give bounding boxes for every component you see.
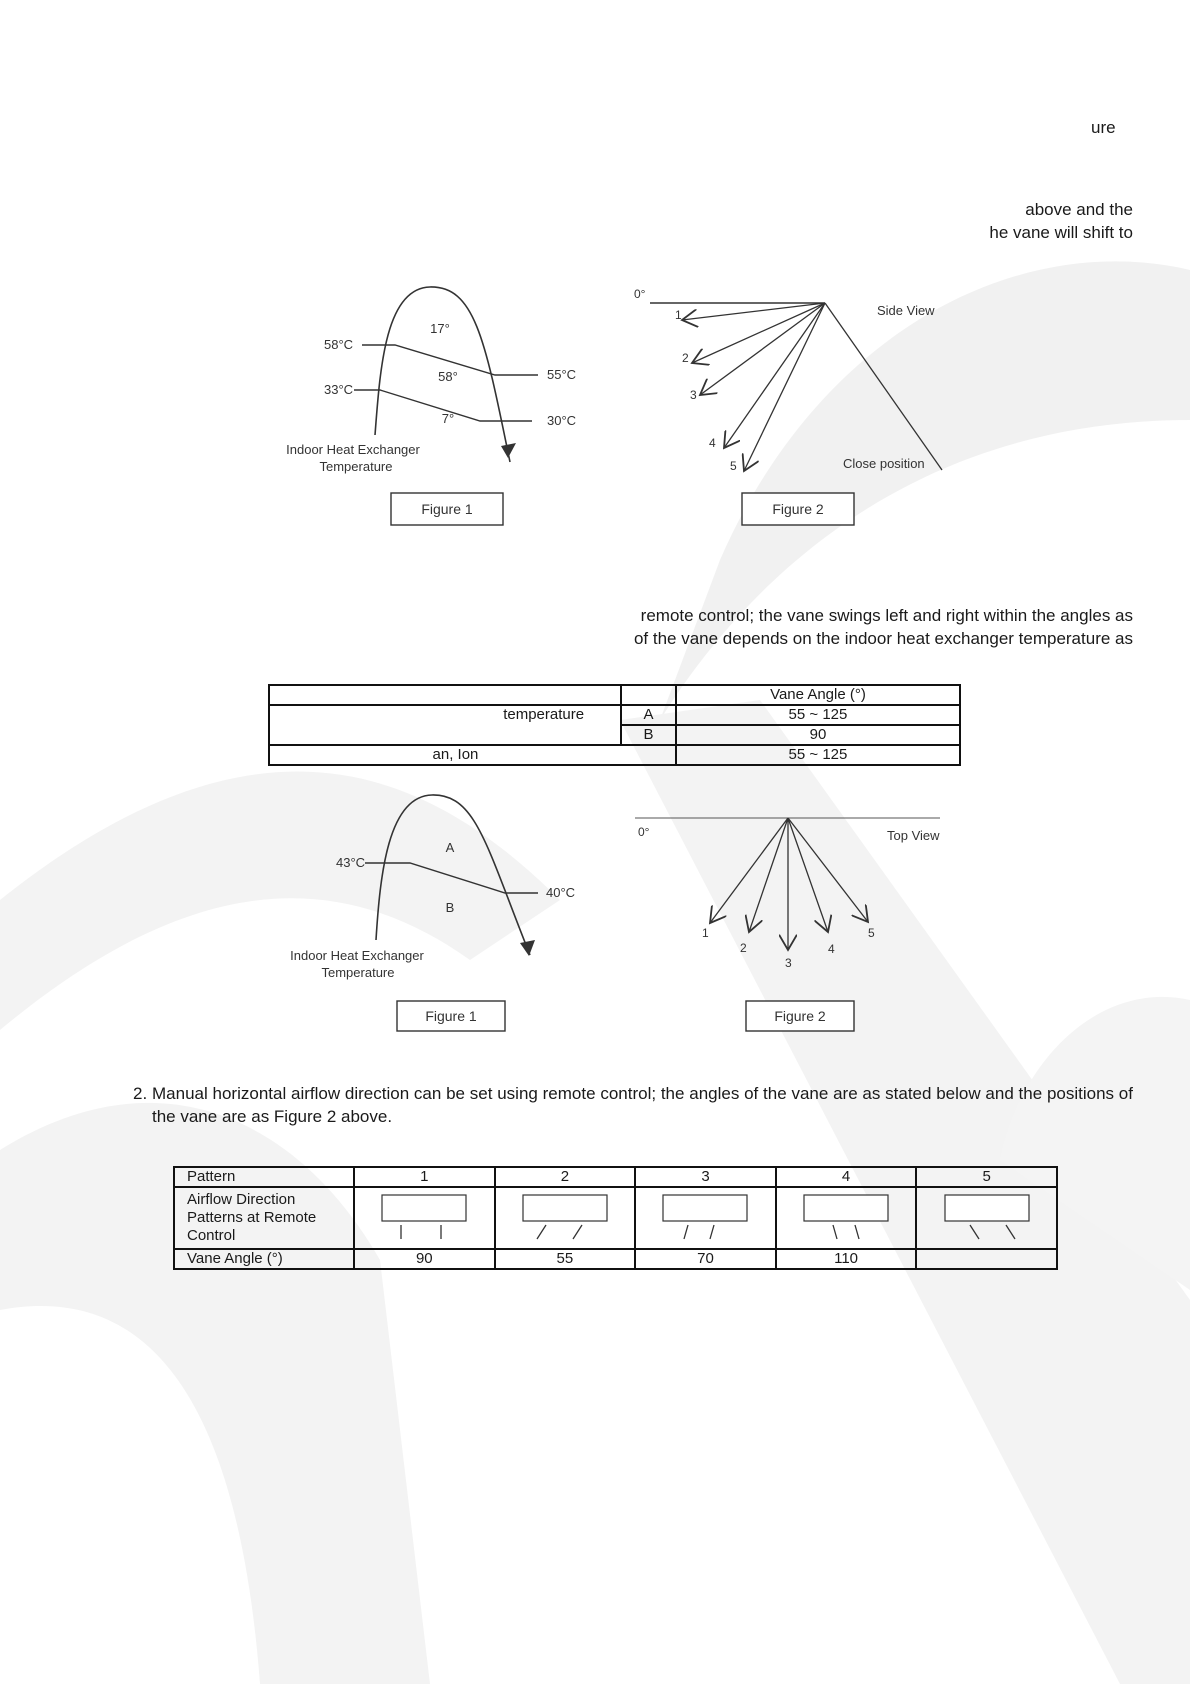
direction-label-4: 4 (828, 942, 835, 956)
position-label-1: 1 (675, 308, 682, 322)
pattern-5: 5 (916, 1167, 1057, 1187)
side-view-label: Side View (877, 303, 935, 318)
position-label-2: 2 (682, 351, 689, 365)
airflow-pattern-4-icon (801, 1191, 891, 1241)
figure-title: Figure 2 (772, 501, 824, 517)
position-label-5: 5 (730, 459, 737, 473)
vane-angle-header: Vane Angle (°) (676, 685, 960, 705)
vane-angle-label: Vane Angle (°) (174, 1249, 354, 1269)
figure1-bottom-diagram (280, 785, 580, 1035)
row-value-a: 55 ~ 125 (676, 705, 960, 725)
figure1-top-diagram (280, 280, 580, 530)
pattern-icon-cell-5 (916, 1187, 1057, 1249)
caption-line-1: Indoor Heat Exchanger (286, 442, 420, 457)
right-temp-label: 40°C (546, 885, 576, 900)
right-low-label: 30°C (547, 413, 577, 428)
direction-label-3: 3 (785, 956, 792, 970)
pattern-3: 3 (635, 1167, 776, 1187)
vane-position-4 (724, 303, 825, 448)
vane-direction-4 (788, 818, 828, 932)
pattern-2: 2 (495, 1167, 636, 1187)
left-temp-label: 43°C (336, 855, 366, 870)
vane-direction-1 (710, 818, 788, 923)
caption-line-2: Temperature (319, 459, 393, 474)
row-value-b: 90 (676, 725, 960, 745)
position-label-4: 4 (709, 436, 716, 450)
mid-text-line-1: remote control; the vane swings left and right within the angles as (640, 606, 1133, 625)
close-position-line (825, 303, 942, 470)
threshold-line (365, 863, 538, 893)
figure-title: Figure 1 (425, 1008, 477, 1024)
intro-line-1: above and the (1025, 200, 1133, 219)
heat-curve (376, 795, 530, 955)
zero-label: 0° (634, 287, 646, 301)
direction-label-2: 2 (740, 941, 747, 955)
airflow-direction-label: Airflow Direction Patterns at Remote Control (174, 1187, 354, 1249)
row-label-temperature: temperature (269, 705, 621, 745)
left-low-label: 33°C (324, 382, 354, 397)
pattern-label: Pattern (174, 1167, 354, 1187)
pattern-1: 1 (354, 1167, 495, 1187)
paragraph-2 (133, 1082, 1133, 1128)
caption-line-1: Indoor Heat Exchanger (290, 948, 424, 963)
pattern-icon-cell-4 (776, 1187, 917, 1249)
direction-label-5: 5 (868, 926, 875, 940)
airflow-pattern-2-icon (520, 1191, 610, 1241)
vane-position-2 (692, 303, 825, 363)
figure2-top-side-view (620, 280, 950, 530)
airflow-pattern-5-icon (942, 1191, 1032, 1241)
zero-label: 0° (638, 825, 650, 839)
arch-top-label: 17° (430, 321, 450, 336)
left-high-label: 58°C (324, 337, 354, 352)
intro-line-2: he vane will shift to (989, 223, 1133, 242)
pattern-4: 4 (776, 1167, 917, 1187)
row-label-fan-ion: an, Ion (269, 745, 676, 765)
figure2-bottom-top-view (620, 785, 950, 1035)
mid-text-line-2: of the vane depends on the indoor heat exchanger temperature as (633, 629, 1133, 648)
vane-angle-5 (916, 1249, 1057, 1269)
vane-angle-1: 90 (354, 1249, 495, 1269)
airflow-pattern-3-icon (660, 1191, 750, 1241)
pattern-icon-cell-3 (635, 1187, 776, 1249)
top-view-label: Top View (887, 828, 940, 843)
row-key-a: A (621, 705, 676, 725)
vane-direction-2 (749, 818, 788, 932)
close-position-label: Close position (843, 456, 925, 471)
zone-b-label: B (445, 900, 455, 915)
zone-a-label: A (445, 840, 455, 855)
figure-title: Figure 2 (774, 1008, 826, 1024)
row-key-b: B (621, 725, 676, 745)
vane-position-5 (744, 303, 825, 471)
row-value-fan-ion: 55 ~ 125 (676, 745, 960, 765)
mid-label: 58° (438, 369, 458, 384)
pattern-icon-cell-2 (495, 1187, 636, 1249)
airflow-pattern-table (173, 1166, 1058, 1270)
vane-position-3 (700, 303, 825, 395)
right-high-label: 55°C (547, 367, 577, 382)
paragraph-text: Manual horizontal airflow direction can be set using remote control; the angles of the vane are as stated below and the positions of the vane are as Figure 2 above. (152, 1084, 1133, 1126)
low-label: 7° (441, 411, 455, 426)
empty-key-header-cell (621, 685, 676, 705)
vane-angle-table (268, 684, 961, 766)
paragraph-number: 2. (133, 1084, 148, 1103)
vane-angle-2: 55 (495, 1249, 636, 1269)
vane-direction-5 (788, 818, 868, 922)
figure-title: Figure 1 (421, 501, 473, 517)
vane-angle-3: 70 (635, 1249, 776, 1269)
vane-angle-4: 110 (776, 1249, 917, 1269)
pattern-icon-cell-1 (354, 1187, 495, 1249)
caption-line-2: Temperature (321, 965, 395, 980)
vane-position-1 (682, 303, 825, 320)
header-fragment: ure (1091, 118, 1116, 137)
direction-label-1: 1 (702, 926, 709, 940)
position-label-3: 3 (690, 388, 697, 402)
airflow-pattern-1-icon (379, 1191, 469, 1241)
empty-header-cell (269, 685, 621, 705)
